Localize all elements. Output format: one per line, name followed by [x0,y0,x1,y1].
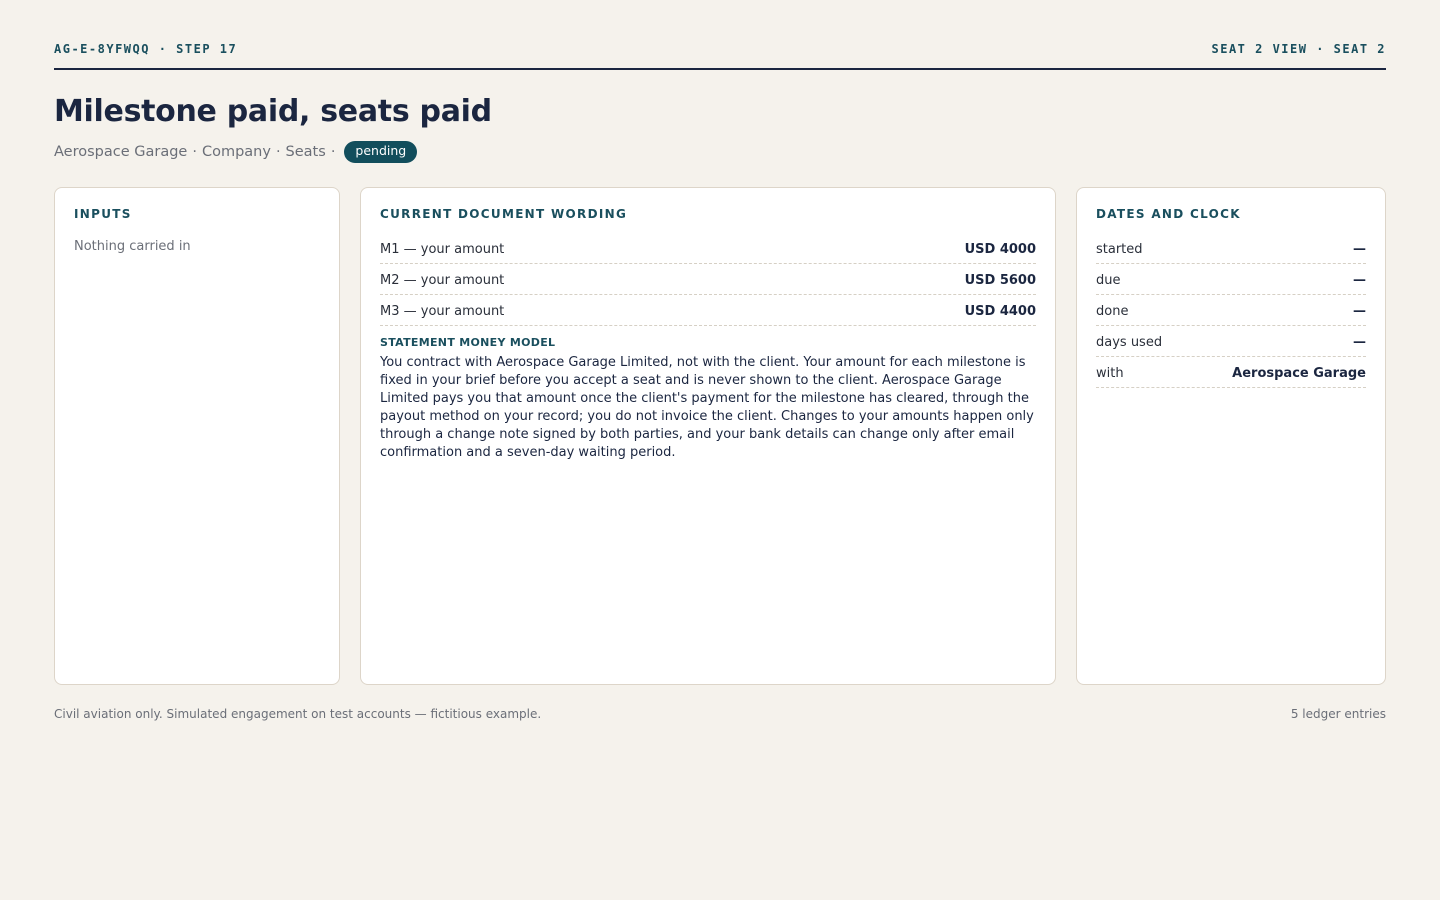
date-label: started [1096,241,1143,257]
date-value: — [1353,241,1366,257]
engagement-step-label: AG-E-8YFWQQ · STEP 17 [54,42,238,56]
milestone-amount: USD 4400 [964,303,1036,319]
date-row-done [1096,295,1366,326]
date-row-with [1096,357,1366,388]
date-row-started [1096,233,1366,264]
milestone-label: M2 — your amount [380,272,505,288]
milestone-amounts-list [380,233,1036,326]
date-value: Aerospace Garage [1232,365,1366,381]
date-label: due [1096,272,1121,288]
date-value: — [1353,334,1366,350]
inputs-panel-title: INPUTS [74,207,132,221]
footer-disclaimer: Civil aviation only. Simulated engagement on test accounts — fictitious example. [54,707,542,721]
date-value: — [1353,303,1366,319]
date-label: done [1096,303,1129,319]
page-title: Milestone paid, seats paid [54,94,492,129]
milestone-label: M1 — your amount [380,241,505,257]
dates-panel-title: DATES AND CLOCK [1096,207,1241,221]
breadcrumb-separator: · [275,144,281,160]
milestone-row [380,295,1036,326]
statement-money-model-heading: STATEMENT MONEY MODEL [380,336,556,349]
date-label: with [1096,365,1124,381]
dates-clock-panel [1076,187,1386,685]
milestone-label: M3 — your amount [380,303,505,319]
breadcrumb-separator: · [330,144,336,160]
breadcrumb-separator: · [192,144,197,160]
breadcrumb-company-name: Aerospace Garage [54,144,188,160]
statement-money-model-text: You contract with Aerospace Garage Limited, not with the client. Your amount for each milestone is fixed in your brief before you accept a seat and is never shown to the client. Aerospace Garage Limited pays you that amount once the client's payment for the milestone has cleared, through the payout method on your record; you do not invoice the client. Changes to your amounts happen only through a change note signed by both parties, and your bank details can change only after email confirmation and a seven-day waiting period. [380,355,1034,460]
milestone-row [380,264,1036,295]
date-row-due [1096,264,1366,295]
top-bar [54,40,1386,70]
ledger-entries-count: 5 ledger entries [1290,707,1386,721]
document-wording-panel [360,187,1056,685]
status-badge: pending [344,141,417,163]
date-label: days used [1096,334,1163,350]
date-value: — [1353,272,1366,288]
dates-list [1096,233,1366,388]
document-panel-title: CURRENT DOCUMENT WORDING [380,207,628,221]
inputs-empty-text: Nothing carried in [74,239,191,254]
breadcrumb-seats: Seats [285,144,326,160]
breadcrumb-company: Company [201,144,271,160]
seat-view-label: SEAT 2 VIEW · SEAT 2 [1211,42,1386,56]
breadcrumb [54,139,417,165]
milestone-amount: USD 4000 [964,241,1036,257]
inputs-panel [54,187,340,685]
milestone-amount: USD 5600 [964,272,1036,288]
date-row-days-used [1096,326,1366,357]
milestone-row [380,233,1036,264]
